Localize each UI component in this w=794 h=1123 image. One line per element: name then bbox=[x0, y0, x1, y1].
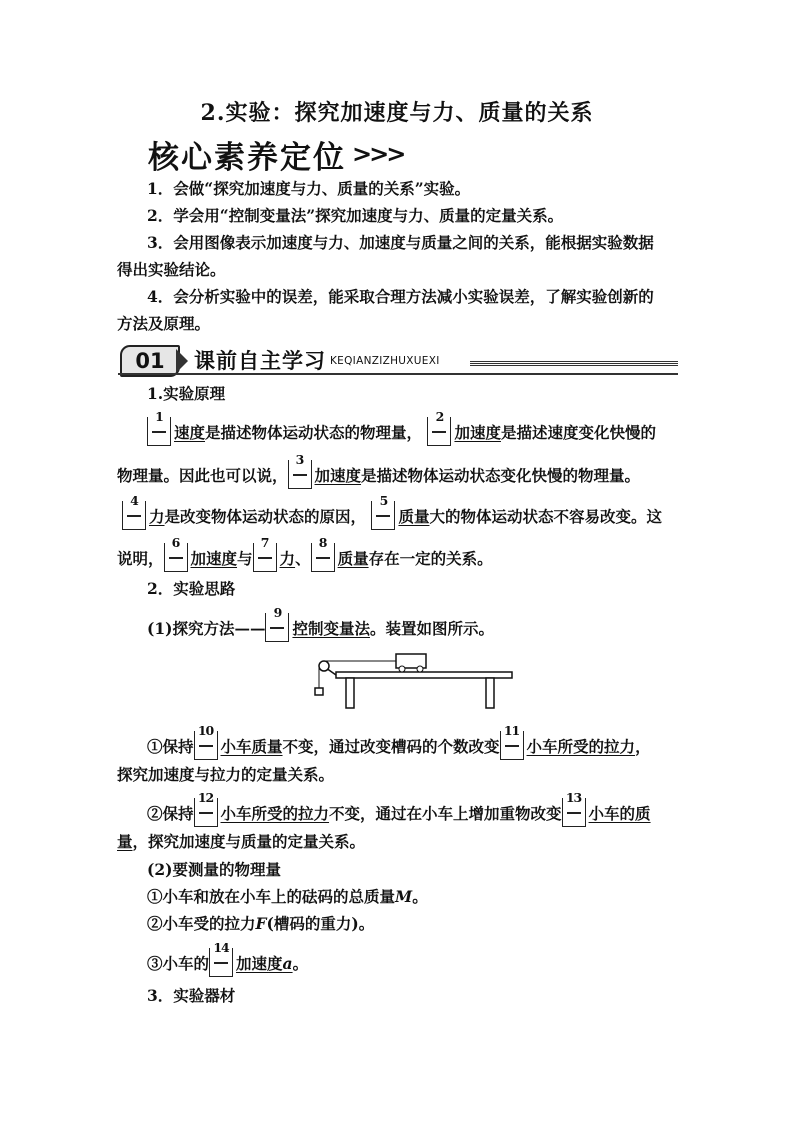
text: 不变，通过改变槽码的个数改变 bbox=[282, 737, 500, 756]
measure-3 bbox=[147, 940, 309, 977]
goal-3-cont: 得出实验结论。 bbox=[117, 260, 226, 279]
blank-number: 12 bbox=[197, 790, 214, 805]
banner-baseline bbox=[118, 373, 678, 375]
blank-mark bbox=[199, 745, 213, 747]
answer-blank[interactable] bbox=[253, 535, 277, 572]
text: 物理量。因此也可以说， bbox=[117, 466, 288, 485]
approach-heading: 2．实验思路 bbox=[147, 579, 236, 598]
blank-number: 5 bbox=[379, 493, 388, 508]
principle-heading: 1.实验原理 bbox=[147, 384, 226, 403]
core-heading-text: 核心素养定位 bbox=[148, 139, 346, 176]
triangle-arrow-icon bbox=[176, 349, 188, 373]
blank-number: 13 bbox=[565, 790, 582, 805]
answer: 小车所受的拉力 bbox=[220, 804, 330, 823]
answer-blank[interactable] bbox=[194, 790, 218, 827]
answer-blank[interactable] bbox=[147, 409, 171, 446]
goal-1: 1．会做“探究加速度与力、质量的关系”实验。 bbox=[147, 179, 471, 198]
answer-blank[interactable] bbox=[164, 535, 188, 572]
measure-1 bbox=[147, 887, 428, 907]
answer-blank[interactable] bbox=[500, 723, 524, 760]
text: ②保持 bbox=[147, 804, 194, 823]
measure-heading: (2)要测量的物理量 bbox=[147, 860, 281, 879]
keep-force-cont: 探究加速度与拉力的定量关系。 bbox=[117, 765, 335, 784]
blank-number: 8 bbox=[318, 535, 327, 550]
answer-blank[interactable] bbox=[194, 723, 218, 760]
text: 是描述物体运动状态变化快慢的物理量。 bbox=[361, 466, 641, 485]
answer: 加速度 bbox=[314, 466, 362, 485]
text: 。 bbox=[292, 954, 309, 973]
goal-4-cont: 方法及原理。 bbox=[117, 314, 211, 333]
text: 、 bbox=[295, 549, 311, 568]
answer-blank[interactable] bbox=[311, 535, 335, 572]
goal-2: 2．学会用“控制变量法”探究加速度与力、质量的定量关系。 bbox=[147, 206, 564, 225]
text: ①保持 bbox=[147, 737, 194, 756]
answer: 小车的质 bbox=[588, 804, 651, 823]
text: 是改变物体运动状态的原因， bbox=[164, 507, 367, 526]
blank-mark bbox=[316, 557, 330, 559]
blank-number: 10 bbox=[197, 723, 214, 738]
section-number: 01 bbox=[120, 345, 180, 377]
blank-number: 6 bbox=[171, 535, 180, 550]
text: 。装置如图所示。 bbox=[369, 619, 494, 638]
answer-blank[interactable] bbox=[562, 790, 586, 827]
answer-blank[interactable] bbox=[209, 940, 233, 977]
triple-chevron-icon: >>> bbox=[352, 140, 404, 168]
blank-mark bbox=[567, 812, 581, 814]
blank-number: 14 bbox=[213, 940, 229, 955]
table-leg bbox=[486, 678, 494, 708]
text: 是描述物体运动状态的物理量， bbox=[205, 423, 423, 442]
answer: 加速度 bbox=[236, 954, 283, 973]
answer-blank[interactable] bbox=[371, 493, 395, 530]
answer: 力 bbox=[279, 549, 296, 568]
blank-mark bbox=[169, 557, 183, 559]
goal-3: 3．会用图像表示加速度与力、加速度与质量之间的关系，能根据实验数据 bbox=[147, 233, 654, 252]
answer-blank[interactable] bbox=[122, 493, 146, 530]
answer: 加速度 bbox=[454, 423, 501, 442]
answer-blank[interactable] bbox=[265, 605, 289, 642]
text: 大的物体运动状态不容易改变。这 bbox=[429, 507, 662, 526]
blank-mark bbox=[127, 515, 141, 517]
hook-weight bbox=[315, 688, 323, 695]
answer: 加速度 bbox=[190, 549, 238, 568]
page-title: 2.实验：探究加速度与力、质量的关系 bbox=[200, 100, 594, 126]
text: 。 bbox=[412, 887, 428, 906]
method-line bbox=[147, 605, 494, 642]
blank-mark bbox=[258, 557, 272, 559]
pulley bbox=[319, 661, 329, 671]
principle-line-2 bbox=[117, 452, 641, 489]
goal-4: 4．会分析实验中的误差，能采取合理方法减小实验误差，了解实验创新的 bbox=[147, 287, 654, 306]
text: ， bbox=[635, 737, 651, 756]
answer: 质量 bbox=[398, 507, 430, 526]
blank-mark bbox=[199, 812, 213, 814]
var: M bbox=[395, 887, 413, 906]
text: 是描述速度变化快慢的 bbox=[500, 423, 656, 442]
table-top bbox=[336, 672, 512, 678]
answer-blank[interactable] bbox=[427, 409, 451, 446]
var: F bbox=[255, 914, 267, 933]
blank-number: 9 bbox=[273, 605, 282, 620]
text: 说明， bbox=[117, 549, 164, 568]
blank-number: 7 bbox=[260, 535, 269, 550]
answer: 力 bbox=[149, 507, 165, 526]
table-leg bbox=[346, 678, 354, 708]
blank-number: 3 bbox=[295, 452, 304, 467]
blank-mark bbox=[432, 431, 446, 433]
core-literacy-heading bbox=[148, 134, 403, 174]
answer: 质量 bbox=[337, 549, 369, 568]
answer: 小车质量 bbox=[220, 737, 283, 756]
blank-number: 4 bbox=[130, 493, 138, 508]
answer: 小车所受的拉力 bbox=[526, 737, 636, 756]
answer-cont: 量 bbox=[117, 832, 133, 851]
section-banner bbox=[118, 343, 678, 375]
wheel bbox=[399, 666, 405, 672]
blank-mark bbox=[214, 962, 228, 964]
principle-line-4 bbox=[117, 535, 493, 572]
text: (1)探究方法—— bbox=[147, 619, 266, 638]
text: ②小车受的拉力 bbox=[147, 914, 256, 933]
banner-rule bbox=[470, 361, 678, 367]
section-title: 课前自主学习 bbox=[194, 349, 326, 373]
blank-number: 11 bbox=[503, 723, 520, 738]
blank-mark bbox=[376, 515, 390, 517]
blank-number: 1 bbox=[155, 409, 163, 424]
answer: 控制变量法 bbox=[292, 619, 370, 638]
keep-mass-line bbox=[147, 790, 651, 827]
keep-mass-cont bbox=[117, 832, 365, 852]
blank-mark bbox=[293, 474, 307, 476]
text: 不变，通过在小车上增加重物改变 bbox=[329, 804, 562, 823]
apparatus-diagram bbox=[310, 646, 520, 714]
text: ①小车和放在小车上的砝码的总质量 bbox=[147, 887, 396, 906]
principle-line-1 bbox=[147, 409, 656, 446]
blank-mark bbox=[270, 627, 284, 629]
equipment-heading: 3．实验器材 bbox=[147, 986, 236, 1005]
measure-2 bbox=[147, 914, 374, 934]
wheel bbox=[417, 666, 423, 672]
keep-force-line bbox=[147, 723, 651, 760]
blank-mark bbox=[505, 745, 519, 747]
var: a bbox=[282, 954, 293, 973]
text: ③小车的 bbox=[147, 954, 210, 973]
answer: 速度 bbox=[174, 423, 206, 442]
section-subtitle: KEQIANZIZHUXUEXI bbox=[330, 355, 440, 367]
text: (槽码的重力)。 bbox=[266, 914, 375, 933]
answer-blank[interactable] bbox=[288, 452, 312, 489]
principle-line-3 bbox=[122, 493, 662, 530]
text: ，探究加速度与质量的定量关系。 bbox=[132, 832, 366, 851]
blank-number: 2 bbox=[435, 409, 444, 424]
blank-mark bbox=[152, 431, 166, 433]
text: 与 bbox=[237, 549, 253, 568]
text: 存在一定的关系。 bbox=[368, 549, 493, 568]
